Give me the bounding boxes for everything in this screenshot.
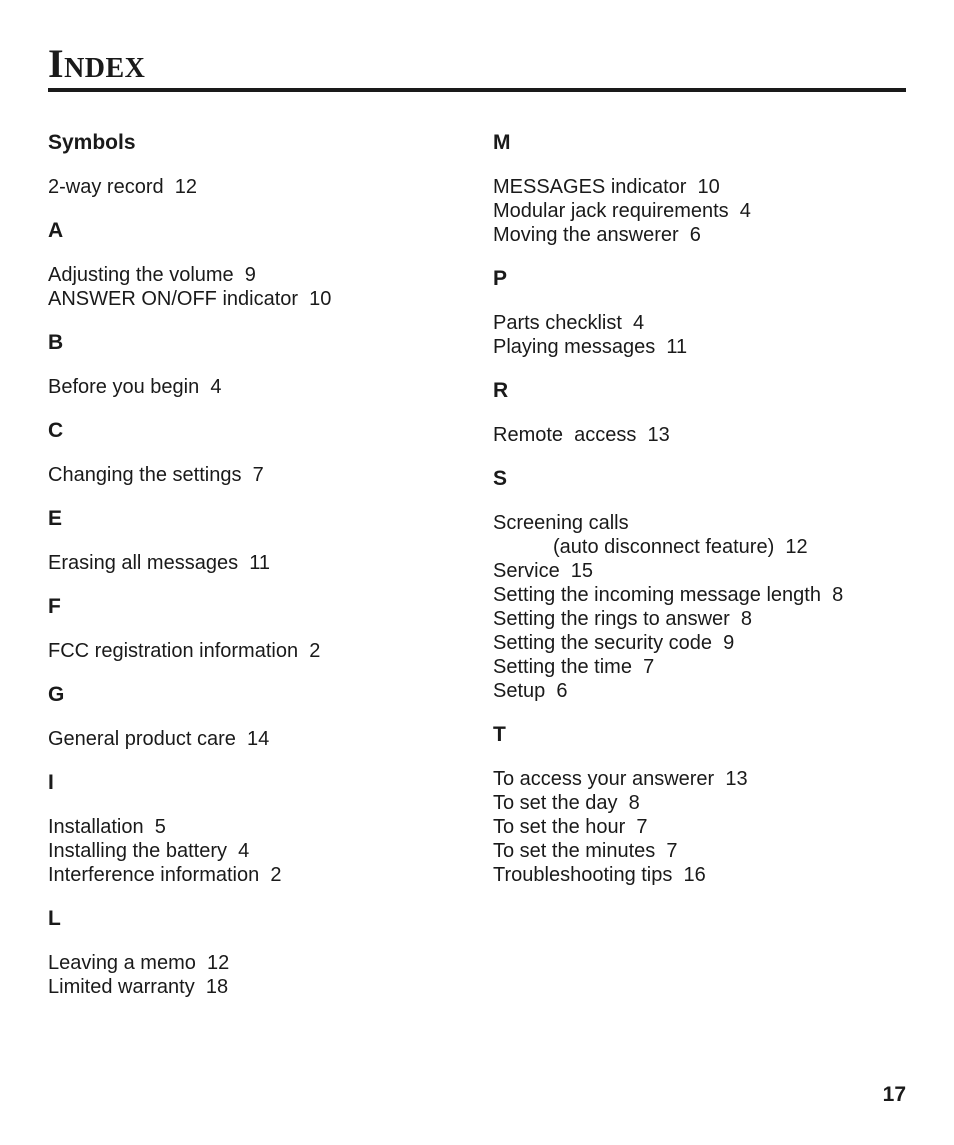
index-section [493,378,913,447]
index-entry: (auto disconnect feature) 12 [553,536,808,558]
section-heading: F [48,595,61,618]
index-section [48,418,468,487]
index-section [48,130,468,199]
index-section [48,506,468,575]
section-heading: E [48,507,63,530]
index-section [493,266,913,359]
index-entry: Setting the security code 9 [493,632,735,654]
index-section [48,594,468,663]
section-heading: M [493,131,511,154]
index-entry: To set the hour 7 [493,816,648,838]
index-entry: Before you begin 4 [48,376,222,398]
index-entry: Installation 5 [48,816,166,838]
section-heading: S [493,467,508,490]
index-section [493,466,913,703]
index-entry: Moving the answerer 6 [493,224,701,246]
index-entry: Modular jack requirements 4 [493,200,751,222]
index-section [493,722,913,887]
index-entry: Troubleshooting tips 16 [493,864,706,886]
title-rule [48,88,906,92]
index-entry: To set the day 8 [493,792,640,814]
index-entry: ANSWER ON/OFF indicator 10 [48,288,332,310]
index-entry: Erasing all messages 11 [48,552,270,574]
index-entry: Interference information 2 [48,864,282,886]
section-heading: A [48,219,64,242]
page-title: Index [48,41,146,86]
index-entry: Setting the time 7 [493,656,655,678]
index-entry: Setup 6 [493,680,568,702]
index-section [48,682,468,751]
index-entry: Setting the rings to answer 8 [493,608,753,630]
index-entry: To access your answerer 13 [493,768,748,790]
section-heading: L [48,907,61,930]
section-heading: R [493,379,509,402]
index-section [48,906,468,999]
index-entry: Adjusting the volume 9 [48,264,256,286]
index-entry: Installing the battery 4 [48,840,250,862]
index-entry: Playing messages 11 [493,336,688,358]
index-entry: Remote access 13 [493,424,670,446]
index-entry: Changing the settings 7 [48,464,264,486]
index-column-left [48,130,468,1018]
section-heading: B [48,331,64,354]
index-section [48,330,468,399]
index-section [48,218,468,311]
index-section [493,130,913,247]
index-entry: 2-way record 12 [48,176,197,198]
index-section [48,770,468,887]
index-entry: Screening calls [493,512,629,534]
section-heading: Symbols [48,131,136,154]
index-entry: Setting the incoming message length 8 [493,584,844,606]
section-heading: C [48,419,64,442]
section-heading: G [48,683,65,706]
index-column-right [493,130,913,906]
page-number: 17 [882,1083,906,1106]
index-entry: Service 15 [493,560,594,582]
index-entry: FCC registration information 2 [48,640,321,662]
index-entry: Limited warranty 18 [48,976,229,998]
index-entry: MESSAGES indicator 10 [493,176,720,198]
index-entry: General product care 14 [48,728,270,750]
index-entry: Leaving a memo 12 [48,952,230,974]
index-entry: Parts checklist 4 [493,312,645,334]
index-entry: To set the minutes 7 [493,840,678,862]
section-heading: T [493,723,506,746]
section-heading: I [48,771,54,794]
section-heading: P [493,267,508,290]
